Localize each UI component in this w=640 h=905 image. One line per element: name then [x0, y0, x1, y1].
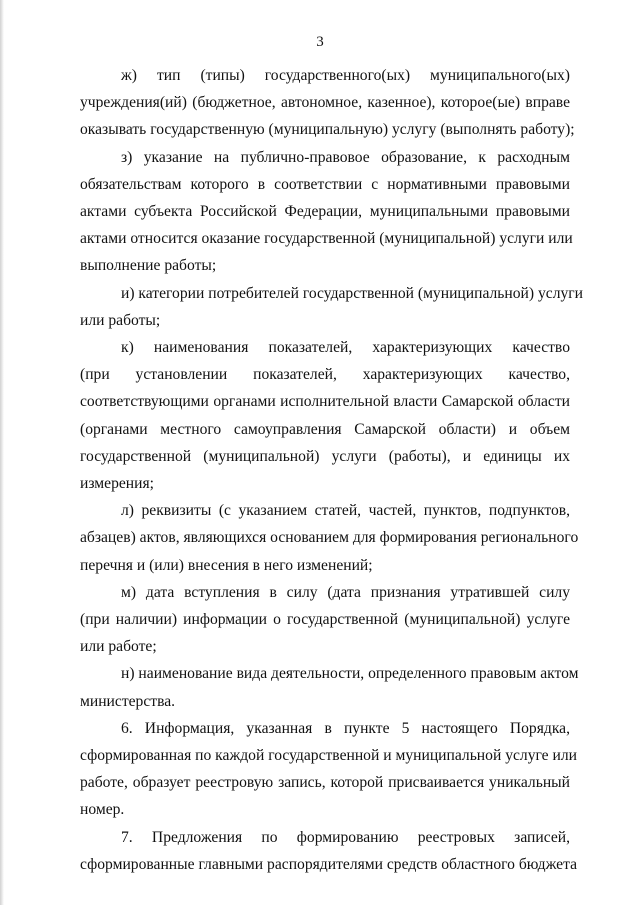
paragraph-m — [80, 579, 570, 661]
paragraph-6 — [80, 715, 577, 824]
paragraph-n — [80, 660, 579, 714]
paragraph-line: или работе; — [80, 638, 157, 656]
paragraph-line: соответствующими органами исполнительной власти Самарской области — [80, 393, 570, 411]
paragraph-line: (органами местного самоуправления Самарской области) и объем — [80, 420, 570, 438]
paragraph-line: ж) тип (типы) государственного(ых) муниципального(ых) — [121, 67, 570, 84]
paragraph-k — [80, 334, 570, 497]
paragraph-l — [80, 497, 579, 579]
paragraph-line: 6. Информация, указанная в пункте 5 настоящего Порядка, — [121, 719, 570, 737]
paragraph-line: сформированная по каждой государственной и муниципальной услуге или — [80, 747, 577, 765]
paragraph-line: номер. — [80, 801, 125, 819]
paragraph-line: и) категории потребителей государственной (муниципальной) услуги — [121, 284, 584, 302]
paragraph-line: (при установлении показателей, характеризующих качество, — [80, 366, 570, 384]
paragraph-line: н) наименование вида деятельности, определенного правовым актом — [121, 665, 579, 683]
paragraph-line: или работы; — [80, 311, 161, 329]
paragraph-line: учреждения(ий) (бюджетное, автономное, казенное), которое(ые) вправе — [80, 94, 570, 112]
paragraph-line: оказывать государственную (муниципальную) услугу (выполнять работу); — [80, 121, 575, 139]
paragraph-line: сформированные главными распорядителями средств областного бюджета — [80, 855, 578, 873]
paragraph-line: министерства. — [80, 692, 176, 710]
paragraph-line: (при наличии) информации о государственной (муниципальной) услуге — [80, 611, 570, 629]
paragraph-line: выполнение работы; — [80, 257, 217, 275]
document-body — [80, 62, 584, 878]
paragraph-line: измерения; — [80, 475, 154, 493]
paragraph-line: перечня и (или) внесения в него изменений; — [80, 556, 373, 574]
paragraph-line: л) реквизиты (с указанием статей, частей, пунктов, подпунктов, — [121, 502, 570, 520]
paragraph-line: абзацев) актов, являющихся основанием для формирования регионального — [80, 529, 579, 547]
paragraph-line: актами субъекта Российской Федерации, муниципальными правовыми — [80, 203, 570, 221]
scan-edge-shadow — [0, 0, 4, 905]
paragraph-line: м) дата вступления в силу (дата признания утратившей силу — [121, 583, 570, 601]
page-number: 3 — [316, 34, 324, 50]
paragraph-line: актами относится оказание государственной (муниципальной) услуги или — [80, 230, 573, 248]
paragraph-line: государственной (муниципальной) услуги (работы), и единицы их — [80, 447, 570, 465]
paragraph-zh — [80, 62, 575, 144]
paragraph-line: з) указание на публично-правовое образование, к расходным — [121, 148, 570, 166]
paragraph-z — [80, 144, 573, 280]
paragraph-i — [80, 280, 584, 334]
paragraph-line: обязательствам которого в соответствии с нормативными правовыми — [80, 175, 570, 193]
paragraph-line: 7. Предложения по формированию реестровых записей, — [121, 828, 570, 846]
paragraph-line: работе, образует реестровую запись, которой присваивается уникальный — [80, 774, 570, 792]
paragraph-line: к) наименования показателей, характеризующих качество — [121, 339, 570, 357]
paragraph-7 — [80, 824, 578, 878]
